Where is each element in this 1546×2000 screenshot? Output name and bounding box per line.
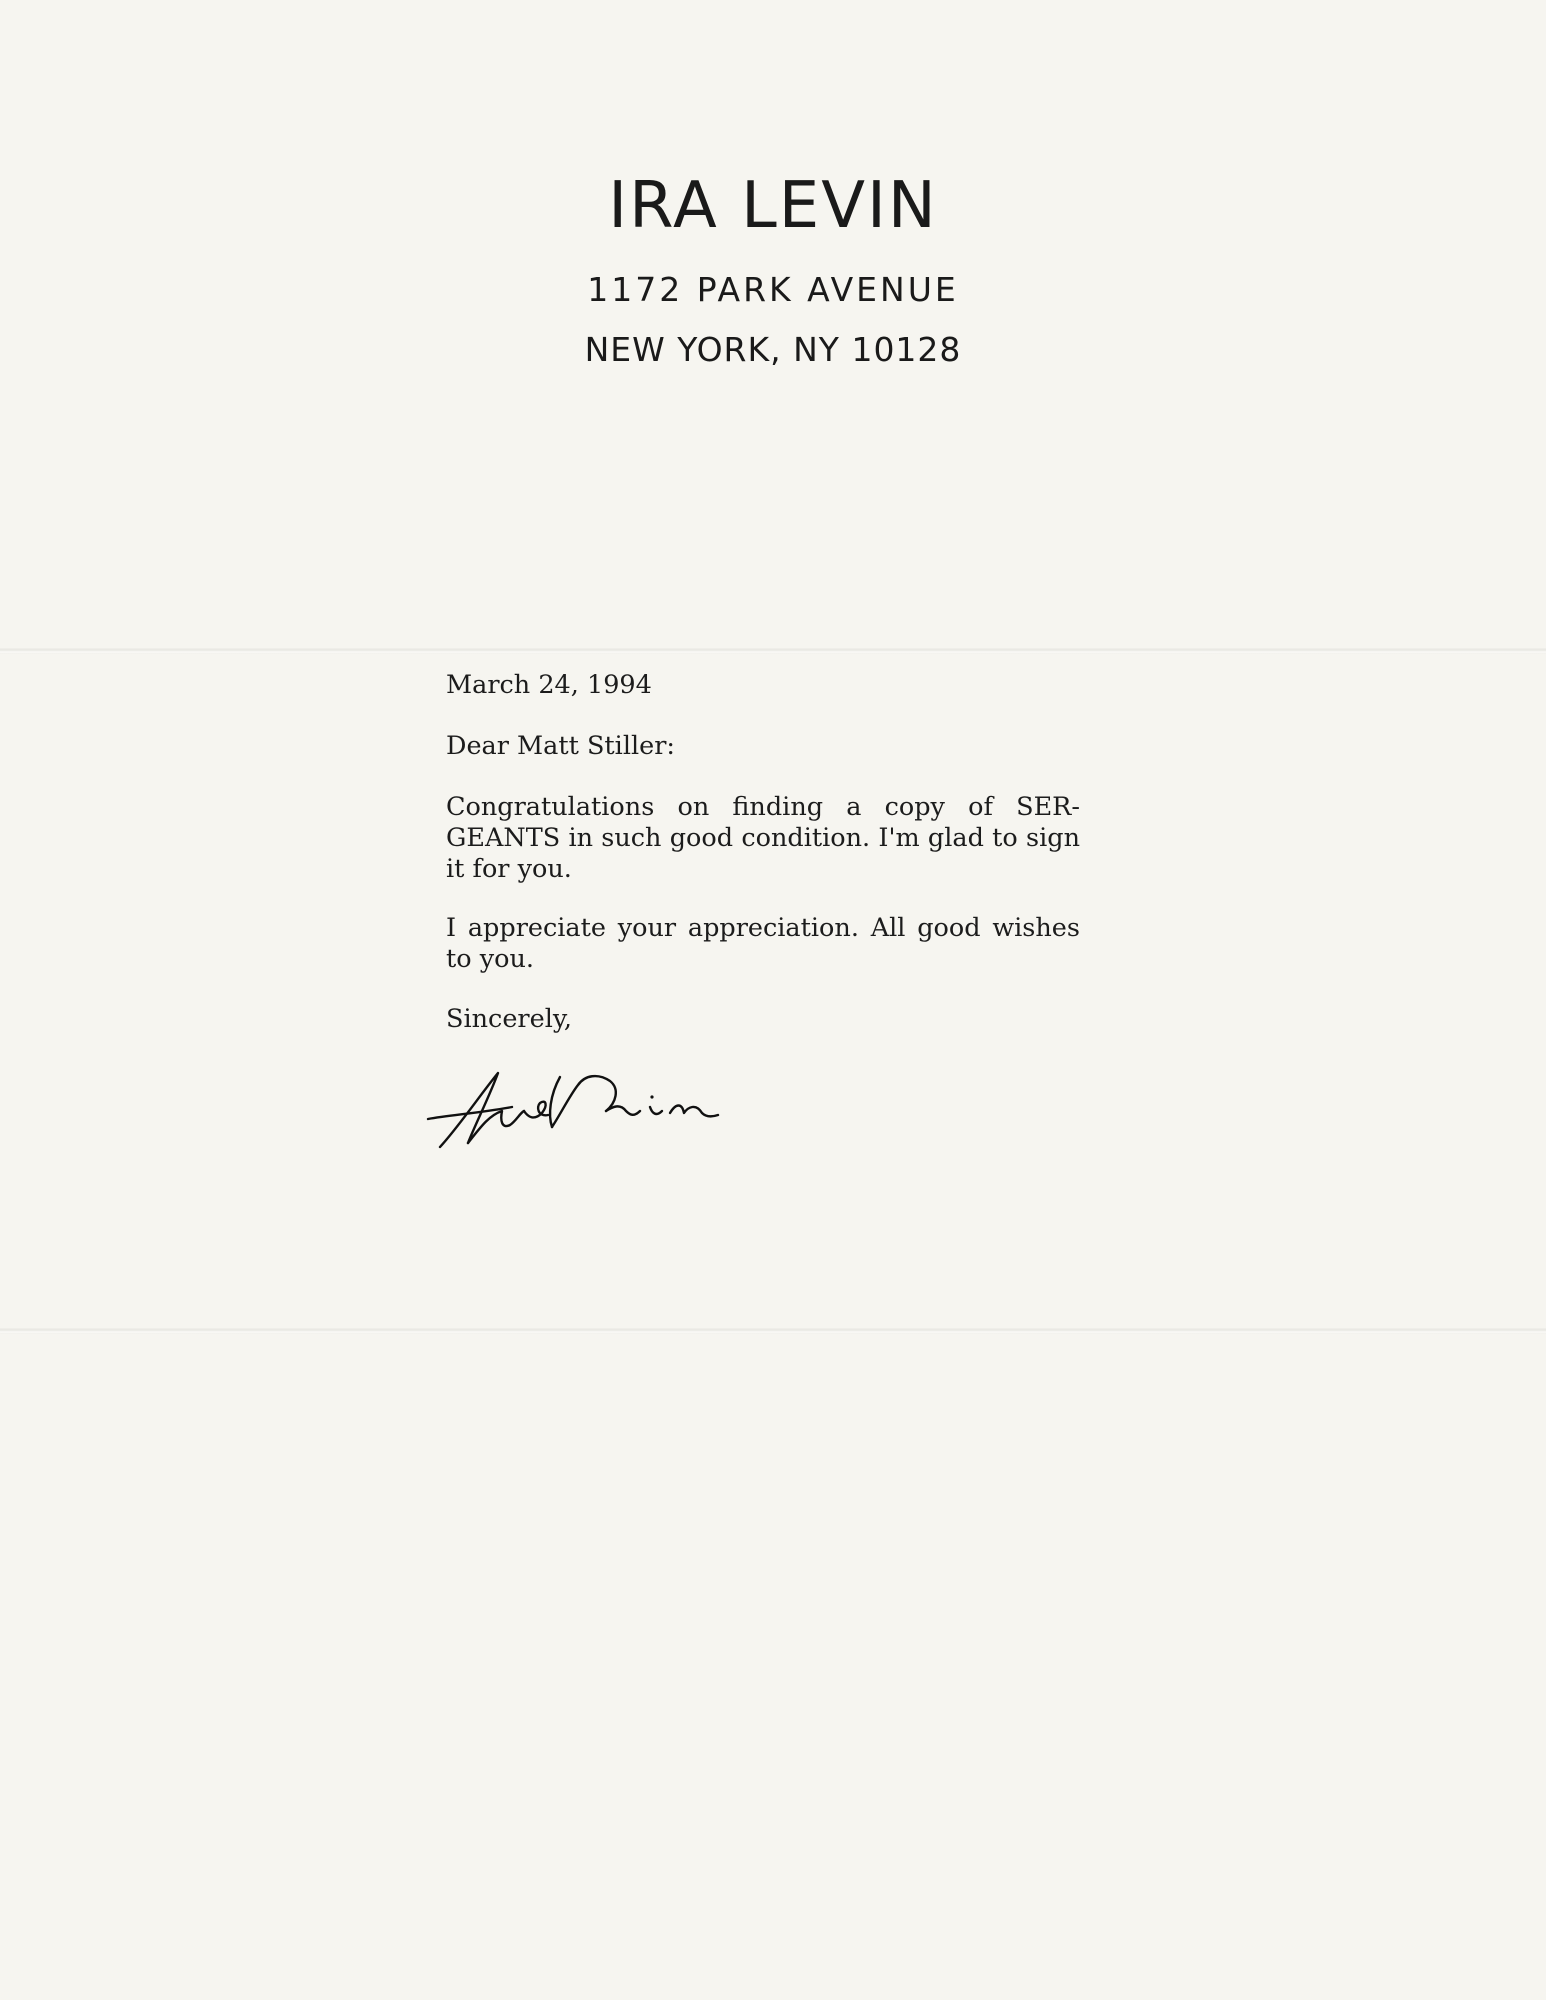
letter-closing: Sincerely, bbox=[446, 1004, 572, 1034]
letterhead-name: IRA LEVIN bbox=[608, 169, 938, 243]
letter-paragraph: I appreciate your appreciation. All good wishes to you. bbox=[446, 913, 1080, 974]
signature-icon bbox=[420, 1055, 720, 1165]
letter-salutation: Dear Matt Stiller: bbox=[446, 731, 676, 761]
letterhead-city: NEW YORK, NY 10128 bbox=[584, 330, 962, 369]
paper-fold-line bbox=[0, 1328, 1546, 1334]
letter-paragraph: Congratulations on finding a copy of SER-GEANTS in such good condition. I'm glad to sign it for you. bbox=[446, 792, 1080, 884]
letter-date: March 24, 1994 bbox=[446, 670, 652, 700]
paper-fold-line bbox=[0, 648, 1546, 654]
letterhead-street: 1172 PARK AVENUE bbox=[587, 270, 959, 309]
